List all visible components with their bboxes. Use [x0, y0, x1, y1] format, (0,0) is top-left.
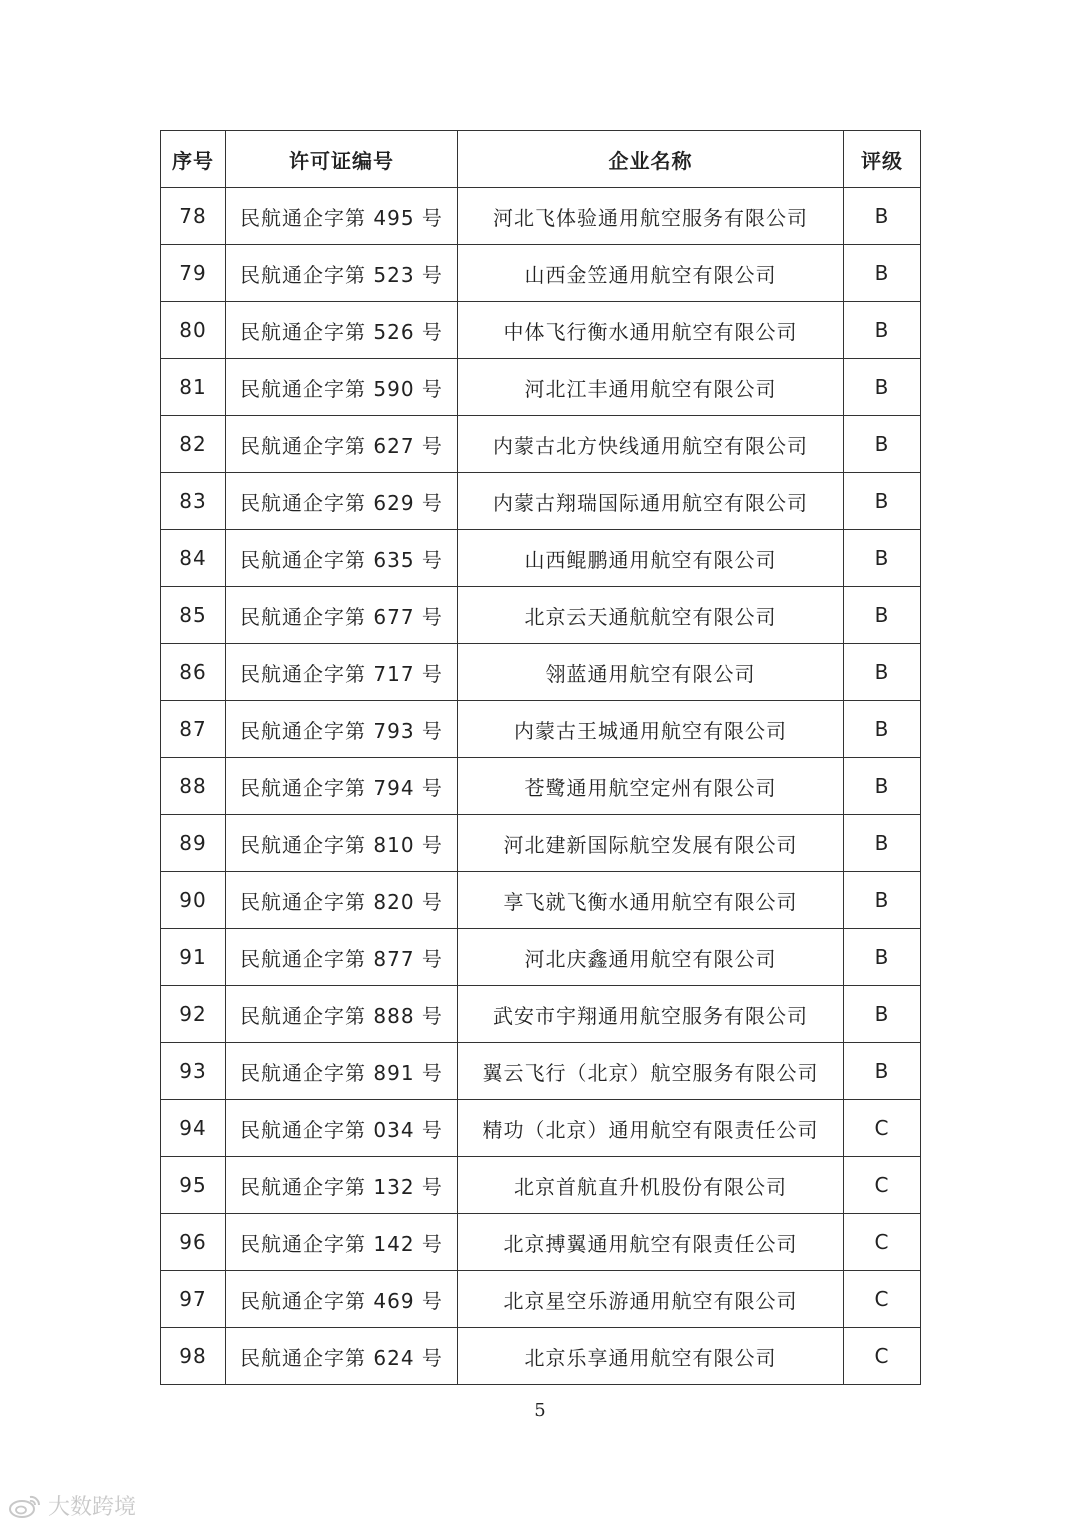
serial-number-cell: 83: [161, 473, 226, 530]
company-name-cell: 北京首航直升机股份有限公司: [458, 1157, 844, 1214]
table-row: [161, 815, 921, 872]
license-number-cell: 民航通企字第 629 号: [226, 473, 458, 530]
license-number-cell: 民航通企字第 793 号: [226, 701, 458, 758]
rating-cell: C: [844, 1328, 921, 1385]
serial-number-cell: 84: [161, 530, 226, 587]
table-row: [161, 1214, 921, 1271]
rating-cell: C: [844, 1100, 921, 1157]
rating-cell: B: [844, 815, 921, 872]
header-serial-number: 序号: [161, 131, 226, 188]
rating-cell: B: [844, 929, 921, 986]
rating-cell: B: [844, 359, 921, 416]
header-rating: 评级: [844, 131, 921, 188]
table-row: [161, 587, 921, 644]
serial-number-cell: 78: [161, 188, 226, 245]
table-row: [161, 416, 921, 473]
license-number-cell: 民航通企字第 810 号: [226, 815, 458, 872]
serial-number-cell: 98: [161, 1328, 226, 1385]
license-number-cell: 民航通企字第 877 号: [226, 929, 458, 986]
table-row: [161, 188, 921, 245]
serial-number-cell: 93: [161, 1043, 226, 1100]
serial-number-cell: 88: [161, 758, 226, 815]
company-name-cell: 北京乐享通用航空有限公司: [458, 1328, 844, 1385]
company-name-cell: 山西鲲鹏通用航空有限公司: [458, 530, 844, 587]
table-row: [161, 986, 921, 1043]
rating-cell: B: [844, 872, 921, 929]
rating-cell: C: [844, 1214, 921, 1271]
license-number-cell: 民航通企字第 142 号: [226, 1214, 458, 1271]
serial-number-cell: 92: [161, 986, 226, 1043]
license-rating-table: [160, 130, 921, 1385]
table-row: [161, 530, 921, 587]
header-license-number: 许可证编号: [226, 131, 458, 188]
company-name-cell: 翼云飞行（北京）航空服务有限公司: [458, 1043, 844, 1100]
company-name-cell: 北京星空乐游通用航空有限公司: [458, 1271, 844, 1328]
company-name-cell: 内蒙古北方快线通用航空有限公司: [458, 416, 844, 473]
table-row: [161, 1157, 921, 1214]
license-number-cell: 民航通企字第 034 号: [226, 1100, 458, 1157]
serial-number-cell: 95: [161, 1157, 226, 1214]
license-number-cell: 民航通企字第 132 号: [226, 1157, 458, 1214]
company-name-cell: 河北飞体验通用航空服务有限公司: [458, 188, 844, 245]
company-name-cell: 内蒙古王城通用航空有限公司: [458, 701, 844, 758]
watermark-text: 大数跨境: [48, 1495, 137, 1520]
table-row: [161, 644, 921, 701]
company-name-cell: 山西金笠通用航空有限公司: [458, 245, 844, 302]
company-name-cell: 精功（北京）通用航空有限责任公司: [458, 1100, 844, 1157]
company-name-cell: 河北建新国际航空发展有限公司: [458, 815, 844, 872]
serial-number-cell: 81: [161, 359, 226, 416]
license-number-cell: 民航通企字第 677 号: [226, 587, 458, 644]
header-company-name: 企业名称: [458, 131, 844, 188]
license-number-cell: 民航通企字第 469 号: [226, 1271, 458, 1328]
serial-number-cell: 89: [161, 815, 226, 872]
company-name-cell: 内蒙古翔瑞国际通用航空有限公司: [458, 473, 844, 530]
table-row: [161, 701, 921, 758]
license-number-cell: 民航通企字第 891 号: [226, 1043, 458, 1100]
page-number: 5: [534, 1400, 546, 1421]
table-row: [161, 1271, 921, 1328]
rating-cell: B: [844, 245, 921, 302]
serial-number-cell: 87: [161, 701, 226, 758]
company-name-cell: 翎蓝通用航空有限公司: [458, 644, 844, 701]
serial-number-cell: 79: [161, 245, 226, 302]
rating-cell: B: [844, 587, 921, 644]
license-number-cell: 民航通企字第 627 号: [226, 416, 458, 473]
license-number-cell: 民航通企字第 794 号: [226, 758, 458, 815]
table-row: [161, 929, 921, 986]
license-number-cell: 民航通企字第 717 号: [226, 644, 458, 701]
serial-number-cell: 85: [161, 587, 226, 644]
watermark: [8, 1490, 136, 1521]
rating-cell: B: [844, 644, 921, 701]
company-name-cell: 河北庆鑫通用航空有限公司: [458, 929, 844, 986]
table-row: [161, 1328, 921, 1385]
table-row: [161, 1043, 921, 1100]
table-header-row: [161, 131, 921, 188]
serial-number-cell: 90: [161, 872, 226, 929]
table-row: [161, 359, 921, 416]
rating-cell: B: [844, 758, 921, 815]
company-name-cell: 苍鹭通用航空定州有限公司: [458, 758, 844, 815]
serial-number-cell: 97: [161, 1271, 226, 1328]
company-name-cell: 北京搏翼通用航空有限责任公司: [458, 1214, 844, 1271]
rating-cell: C: [844, 1157, 921, 1214]
rating-cell: B: [844, 986, 921, 1043]
license-number-cell: 民航通企字第 495 号: [226, 188, 458, 245]
rating-cell: B: [844, 188, 921, 245]
license-number-cell: 民航通企字第 888 号: [226, 986, 458, 1043]
rating-cell: B: [844, 302, 921, 359]
rating-cell: B: [844, 416, 921, 473]
company-name-cell: 武安市宇翔通用航空服务有限公司: [458, 986, 844, 1043]
rating-cell: B: [844, 473, 921, 530]
serial-number-cell: 96: [161, 1214, 226, 1271]
rating-cell: B: [844, 701, 921, 758]
serial-number-cell: 94: [161, 1100, 226, 1157]
serial-number-cell: 80: [161, 302, 226, 359]
table-row: [161, 245, 921, 302]
license-number-cell: 民航通企字第 624 号: [226, 1328, 458, 1385]
table-row: [161, 473, 921, 530]
table-row: [161, 758, 921, 815]
license-number-cell: 民航通企字第 635 号: [226, 530, 458, 587]
license-number-cell: 民航通企字第 820 号: [226, 872, 458, 929]
company-name-cell: 河北江丰通用航空有限公司: [458, 359, 844, 416]
rating-cell: C: [844, 1271, 921, 1328]
serial-number-cell: 91: [161, 929, 226, 986]
table-row: [161, 872, 921, 929]
serial-number-cell: 86: [161, 644, 226, 701]
company-name-cell: 享飞就飞衡水通用航空有限公司: [458, 872, 844, 929]
license-number-cell: 民航通企字第 590 号: [226, 359, 458, 416]
table-row: [161, 302, 921, 359]
rating-cell: B: [844, 530, 921, 587]
license-number-cell: 民航通企字第 526 号: [226, 302, 458, 359]
table-row: [161, 1100, 921, 1157]
company-name-cell: 中体飞行衡水通用航空有限公司: [458, 302, 844, 359]
serial-number-cell: 82: [161, 416, 226, 473]
rating-cell: B: [844, 1043, 921, 1100]
license-number-cell: 民航通企字第 523 号: [226, 245, 458, 302]
company-name-cell: 北京云天通航航空有限公司: [458, 587, 844, 644]
weibo-logo-icon: [8, 1493, 42, 1519]
